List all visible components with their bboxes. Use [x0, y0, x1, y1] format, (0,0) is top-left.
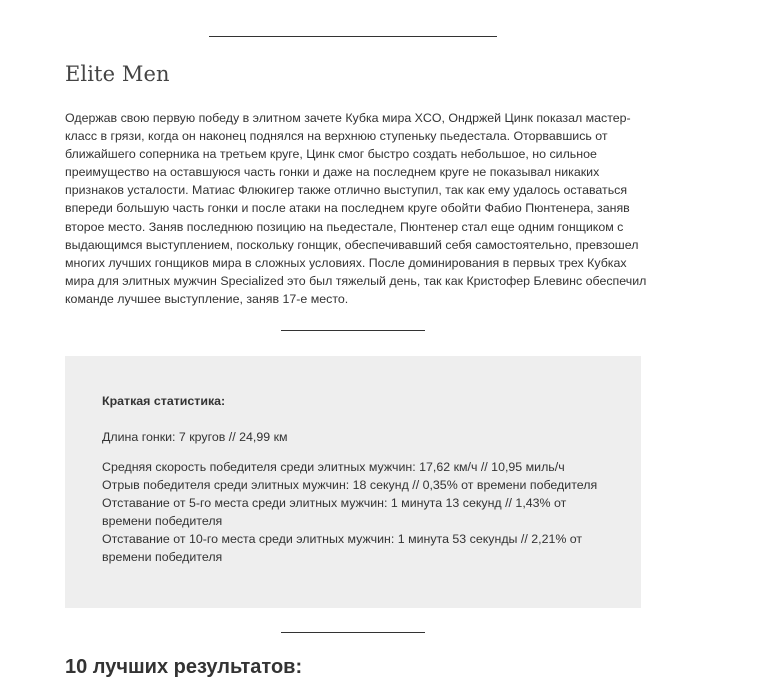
results-heading: 10 лучших результатов:: [65, 656, 303, 678]
stat-average-speed: Средняя скорость победителя среди элитных мужчин: 17,62 км/ч // 10,95 миль/ч: [102, 460, 565, 474]
stat-race-length: Длина гонки: 7 кругов // 24,99 км: [102, 430, 288, 444]
stat-winner-margin: Отрыв победителя среди элитных мужчин: 18 секунд // 0,35% от времени победителя: [102, 478, 598, 492]
stats-heading: Краткая статистика:: [102, 394, 226, 408]
middle-divider: [281, 330, 425, 331]
stats-content: [102, 392, 612, 566]
stat-fifth-place-gap: Отставание от 5-го места среди элитных мужчин: 1 минута 13 секунд // 1,43% от времени победителя: [102, 496, 567, 528]
stats-spacer: [102, 446, 612, 458]
top-divider: [209, 36, 497, 37]
bottom-divider: [281, 632, 425, 633]
article-paragraph: Одержав свою первую победу в элитном зачете Кубка мира XCO, Ондржей Цинк показал мастер-класс в грязи, когда он наконец поднялся на верхнюю ступеньку пьедестала. Оторвавшись от ближайшего соперника на третьем круге, Цинк смог быстро создать небольшое, но сильное преимущество на оставшуюся часть гонки и даже на последнем круге не показывал никаких признаков усталости. Матиас Флюкигер также отлично выступил, так как ему удалось оставаться впереди большую часть гонки и после атаки на последнем круге обойти Фабио Пюнтенера, заняв второе место. Заняв последнюю позицию на пьедестале, Пюнтенер стал еще одним гонщиком с выдающимся выступлением, поскольку гонщик, обеспечивавший себя самостоятельно, превзошел многих лучших гонщиков мира в сложных условиях. После доминирования в первых трех Кубках мира для элитных мужчин Specialized это был тяжелый день, так как Кристофер Блевинс обеспечил команде лучшее выступление, заняв 17-е место.: [65, 111, 647, 306]
stats-box: [65, 356, 641, 608]
stat-tenth-place-gap: Отставание от 10-го места среди элитных мужчин: 1 минута 53 секунды // 2,21% от времени победителя: [102, 532, 583, 564]
section-title: Elite Men: [65, 62, 170, 86]
